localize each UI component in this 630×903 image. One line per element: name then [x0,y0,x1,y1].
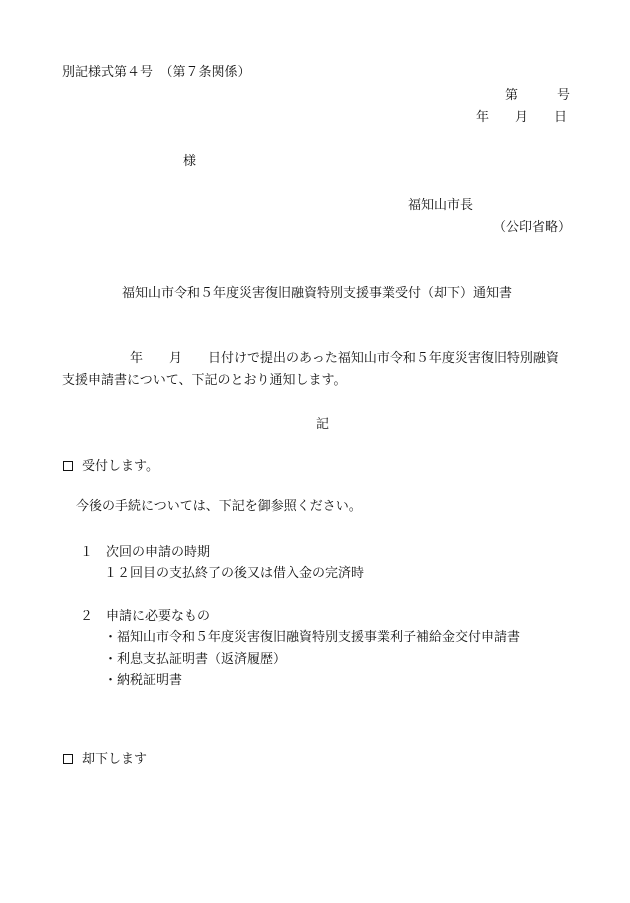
body-line-1: 年 月 日付けで提出のあった福知山市令和５年度災害復旧特別融資 [130,351,559,366]
form-label: 別記様式第４号 （第７条関係） [62,65,251,80]
document-date: 年 月 日 [476,110,568,125]
document-title: 福知山市令和５年度災害復旧融資特別支援事業受付（却下）通知書 [122,286,513,301]
section-2-heading: ２ 申請に必要なもの [80,609,211,624]
required-item-2: ・利息支払証明書（返済履歴） [104,652,287,667]
accept-option[interactable] [63,460,159,473]
accept-checkbox[interactable] [63,461,73,471]
reject-option[interactable] [63,753,147,766]
sender-name: 福知山市長 [408,198,474,213]
addressee-honorific: 様 [183,154,197,169]
accept-label: 受付します。 [82,459,159,474]
seal-note: （公印省略） [493,220,572,235]
document-number: 第 号 [505,88,571,103]
required-item-1: ・福知山市令和５年度災害復旧融資特別支援事業利子補給金交付申請書 [104,630,521,645]
body-line-2: 支援申請書について、下記のとおり通知します。 [62,373,347,388]
required-item-3: ・納税証明書 [104,673,183,688]
reject-checkbox[interactable] [63,754,73,764]
accept-intro: 今後の手続については、下記を御参照ください。 [76,499,362,514]
section-1-heading: １ 次回の申請の時期 [80,545,211,560]
section-1-detail: １２回目の支払終了の後又は借入金の完済時 [104,566,365,581]
ki-heading: 記 [316,417,330,432]
reject-label: 却下します [82,752,148,767]
